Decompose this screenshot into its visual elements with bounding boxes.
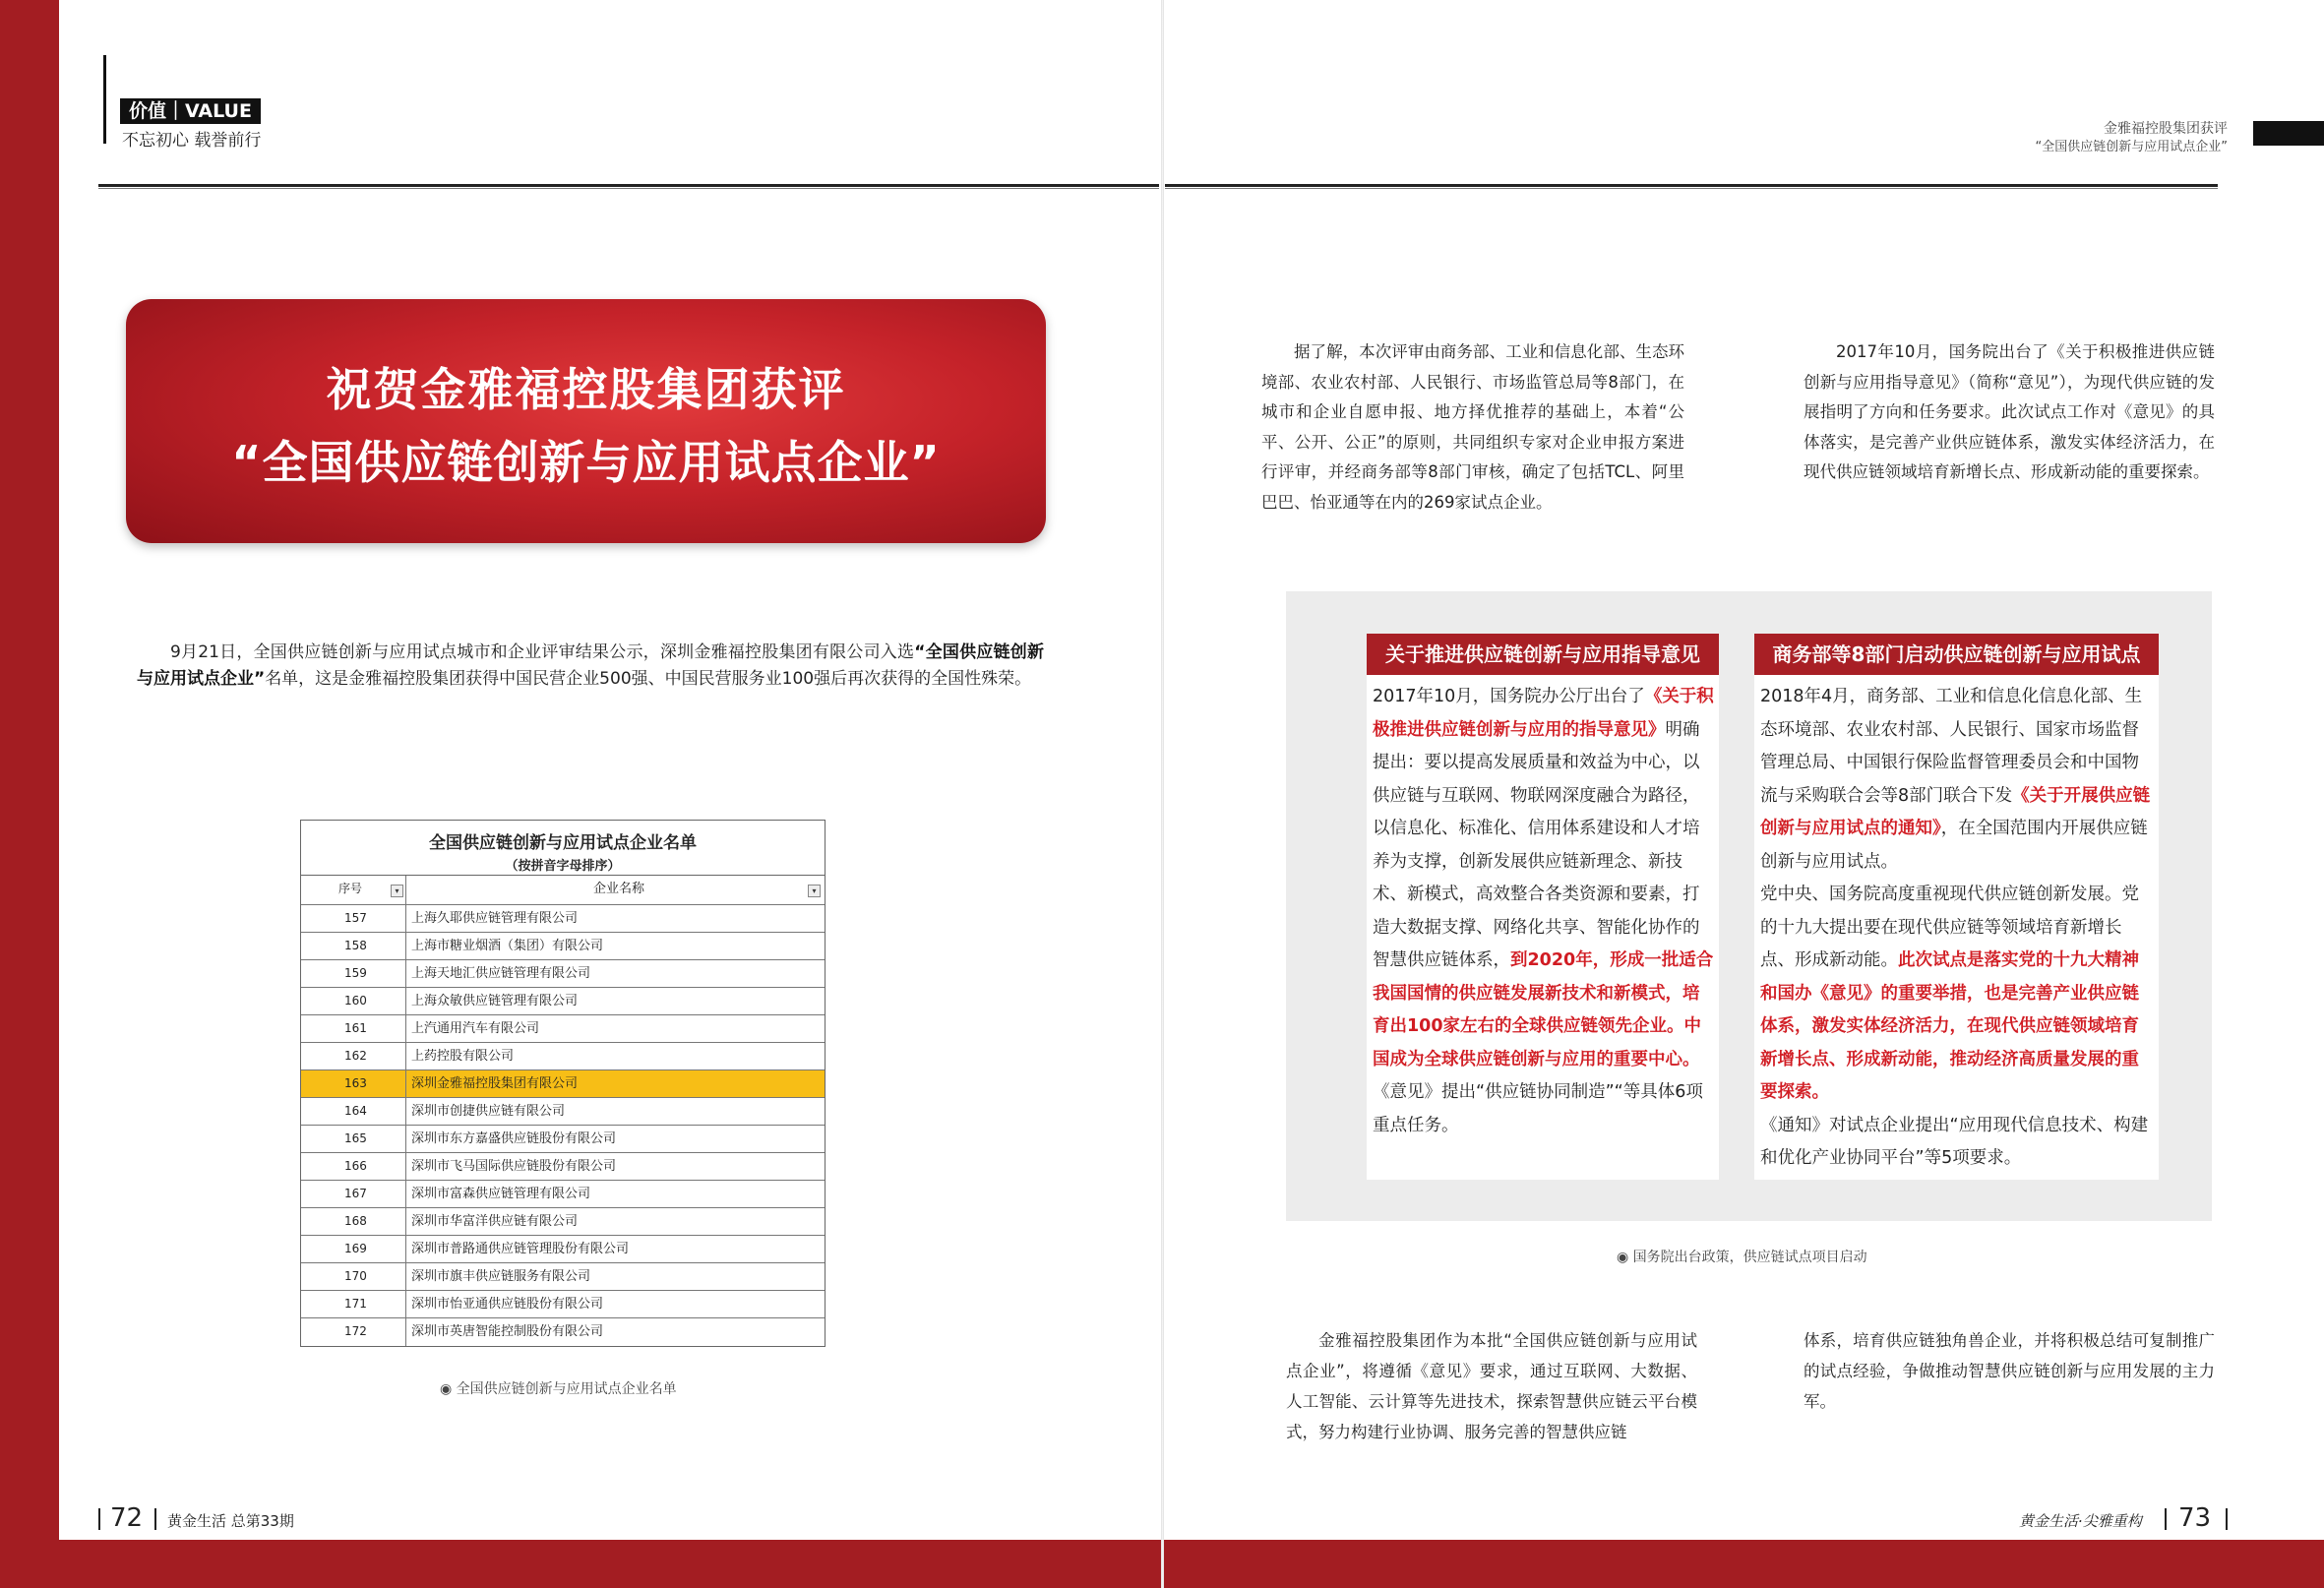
row-company-name: 上汽通用汽车有限公司 [411,1021,540,1036]
policy-box-caption: ◉ 国务院出台政策，供应链试点项目启动 [1617,1250,1867,1265]
running-head-line2: “全国供应链创新与应用试点企业” [2035,140,2228,154]
header-rule-right [1165,184,2218,187]
card-guidance-body [1373,681,1715,1142]
row-company-name: 深圳市普路通供应链管理股份有限公司 [411,1242,630,1256]
header-vertical-line [103,55,106,144]
card2-red-2: 此次试点是落实党的十九大精神和国办《意见》的重要举措，也是完善产业供应链体系，激发实体经济活力，在现代供应链领域培育新增长点、形成新动能，推动经济高质量发展的重要探索。 [1760,950,2139,1102]
row-number: 157 [301,905,406,932]
row-company-name: 上海众敏供应链管理有限公司 [411,994,579,1008]
table-subtitle: （按拼音字母排序） [505,859,621,874]
table-row [301,960,825,988]
table-row [301,933,825,960]
row-number: 159 [301,960,406,987]
card-pilot-body [1760,681,2155,1176]
page-number-left: 72 [110,1503,144,1533]
card-pilot-title: 商务部等8部门启动供应链创新与应用试点 [1754,634,2159,675]
footer-bar-right-2 [2226,1508,2228,1530]
section-subtitle: 不忘初心 载誉前行 [122,131,262,151]
page-number-right: 73 [2178,1503,2212,1533]
right-edge-tab [2253,121,2324,146]
table-row-highlighted [301,1070,825,1098]
table-row [301,1153,825,1181]
row-company-name: 深圳市怡亚通供应链股份有限公司 [411,1297,604,1312]
right-bottom-col1: 金雅福控股集团作为本批“全国供应链创新与应用试点企业”，将遵循《意见》要求，通过互联网、大数据、人工智能、云计算等先进技术，探索智慧供应链云平台模式，努力构建行业协调、服务完善的智慧供应链 [1286,1331,1697,1441]
table-row [301,988,825,1015]
card2-text-3: 党中央、国务院高度重视现代供应链创新发展。党的十九大提出要在现代供应链等领域培育新增长点、形成新动能。 [1760,885,2139,970]
banner-title-line1: 祝贺金雅福控股集团获评 [326,363,846,416]
footer-bar-left [98,1508,100,1530]
row-number: 166 [301,1153,406,1180]
row-number: 160 [301,988,406,1014]
header-number-label: 序号 [338,882,363,895]
card-guidance-title: 关于推进供应链创新与应用指导意见 [1367,634,1719,675]
header-col-name [406,876,825,904]
banner-title-line2: “全国供应链创新与应用试点企业” [231,436,941,489]
row-number: 161 [301,1015,406,1042]
row-number: 164 [301,1098,406,1125]
card2-red-1: 《关于开展供应链创新与应用试点的通知》 [1760,785,2151,838]
intro-text-1: 9月21日，全国供应链创新与应用试点城市和企业评审结果公示，深圳金雅福控股集团有限公司入选 [170,642,915,662]
filter-dropdown-icon[interactable]: ▾ [391,885,403,897]
table-row [301,905,825,933]
right-top-col2: 2017年10月，国务院出台了《关于积极推进供应链创新与应用指导意见》（简称“意见”），为现代供应链的发展指明了方向和任务要求。此次试点工作对《意见》的具体落实，是完善产业供应链体系，激发实体经济活力，在现代供应链领域培育新增长点、形成新动能的重要探索。 [1804,342,2215,481]
table-title: 全国供应链创新与应用试点企业名单 [429,833,697,853]
running-head-line1: 金雅福控股集团获评 [2104,121,2228,137]
row-company-name: 上药控股有限公司 [411,1049,515,1064]
card1-text-3: 《意见》提出“供应链协同制造”“等具体6项重点任务。 [1373,1082,1703,1135]
table-title-block [301,821,825,876]
card-guidance [1367,634,1719,1180]
table-row [301,1208,825,1236]
intro-text-2: 名单，这是金雅福控股集团获得中国民营企业500强、中国民营服务业100强后再次获得的全国性殊荣。 [265,669,1032,689]
table-row [301,1126,825,1153]
card-pilot [1754,634,2159,1180]
row-company-name: 深圳市东方嘉盛供应链股份有限公司 [411,1131,617,1146]
row-number: 158 [301,933,406,959]
page-spine [1161,0,1164,1588]
right-bottom-col2: 体系，培育供应链独角兽企业，并将积极总结可复制推广的试点经验，争做推动智慧供应链创新与应用发展的主力军。 [1804,1331,2215,1411]
row-company-name: 深圳市英唐智能控制股份有限公司 [411,1324,604,1339]
row-number: 170 [301,1263,406,1290]
row-number: 172 [301,1318,406,1346]
header-rule-left-thin [98,188,1159,189]
card2-text-4: 《通知》对试点企业提出“应用现代信息技术、构建和优化产业协同平台”等5项要求。 [1760,1115,2149,1168]
enterprise-list-table [300,820,826,1347]
row-company-name: 上海天地汇供应链管理有限公司 [411,966,591,981]
table-row [301,1318,825,1346]
table-row [301,1291,825,1318]
header-col-number [301,876,406,904]
table-row [301,1181,825,1208]
table-row [301,1236,825,1263]
table-row [301,1098,825,1126]
header-rule-right-thin [1165,188,2218,189]
bottom-red-band-left [59,1540,1162,1588]
row-number: 165 [301,1126,406,1152]
intro-paragraph [137,640,1044,693]
card2-text-2: ，在全国范围内开展供应链创新与应用试点。 [1760,819,2148,872]
header-rule-left [98,184,1159,187]
card2-text-1: 2018年4月，商务部、工业和信息化信息化部、生态环境部、农业农村部、人民银行、国家市场监督管理总局、中国银行保险监督管理委员会和中国物流与采购联合会等8部门联合下发 [1760,687,2143,806]
row-company-name: 深圳市华富洋供应链有限公司 [411,1214,579,1229]
table-caption: ◉ 全国供应链创新与应用试点企业名单 [440,1381,677,1397]
footer-bar-left-2 [154,1508,156,1530]
row-company-name: 上海久耶供应链管理有限公司 [411,911,579,926]
table-body [301,905,825,1346]
table-row [301,1043,825,1070]
section-tag: 价值｜VALUE [120,98,261,124]
footer-bar-right [2165,1508,2167,1530]
card1-text-1: 2017年10月，国务院办公厅出台了 [1373,687,1645,706]
row-number: 163 [301,1070,406,1097]
row-company-name: 上海市糖业烟酒（集团）有限公司 [411,939,604,953]
row-number: 167 [301,1181,406,1207]
card1-red-2: 到2020年，形成一批适合我国国情的供应链发展新技术和新模式，培育出100家左右的全球供应链领先企业。中国成为全球供应链创新与应用的重要中心。 [1373,950,1714,1069]
card1-text-2: 明确提出：要以提高发展质量和效益为中心，以供应链与互联网、物联网深度融合为路径，以信息化、标准化、信用体系建设和人才培养为支撑，创新发展供应链新理念、新技术、新模式，高效整合各类资源和要素，打造大数据支撑、网络化共享、智能化协作的智慧供应链体系， [1373,719,1700,970]
row-company-name: 深圳金雅福控股集团有限公司 [411,1076,579,1091]
row-company-name: 深圳市飞马国际供应链股份有限公司 [411,1159,617,1174]
row-company-name: 深圳市富森供应链管理有限公司 [411,1187,591,1201]
intro-bold: “全国供应链创新与应用试点企业” [137,642,1044,689]
footer-magazine-left: 黄金生活 总第33期 [167,1512,294,1530]
row-number: 162 [301,1043,406,1069]
left-red-edge [0,0,59,1588]
row-number: 168 [301,1208,406,1235]
title-banner [126,299,1046,543]
bottom-red-band-right [1164,1540,2324,1588]
table-row [301,1015,825,1043]
card1-red-1: 《关于积极推进供应链创新与应用的指导意见》 [1373,687,1714,740]
table-row [301,1263,825,1291]
row-company-name: 深圳市创捷供应链有限公司 [411,1104,566,1119]
right-top-col1: 据了解，本次评审由商务部、工业和信息化部、生态环境部、农业农村部、人民银行、市场监管总局等8部门，在城市和企业自愿申报、地方择优推荐的基础上，本着“公平、公开、公正”的原则，共同组织专家对企业申报方案进行评审，并经商务部等8部门审核，确定了包括TCL、阿里巴巴、怡亚通等在内的269家试点企业。 [1261,342,1684,512]
filter-dropdown-icon[interactable]: ▾ [808,885,821,897]
footer-magazine-right: 黄金生活·尖雅重构 [2019,1512,2142,1530]
row-number: 171 [301,1291,406,1317]
row-company-name: 深圳市旗丰供应链服务有限公司 [411,1269,591,1284]
row-number: 169 [301,1236,406,1262]
header-name-label: 企业名称 [593,882,645,896]
table-header-row [301,876,825,905]
